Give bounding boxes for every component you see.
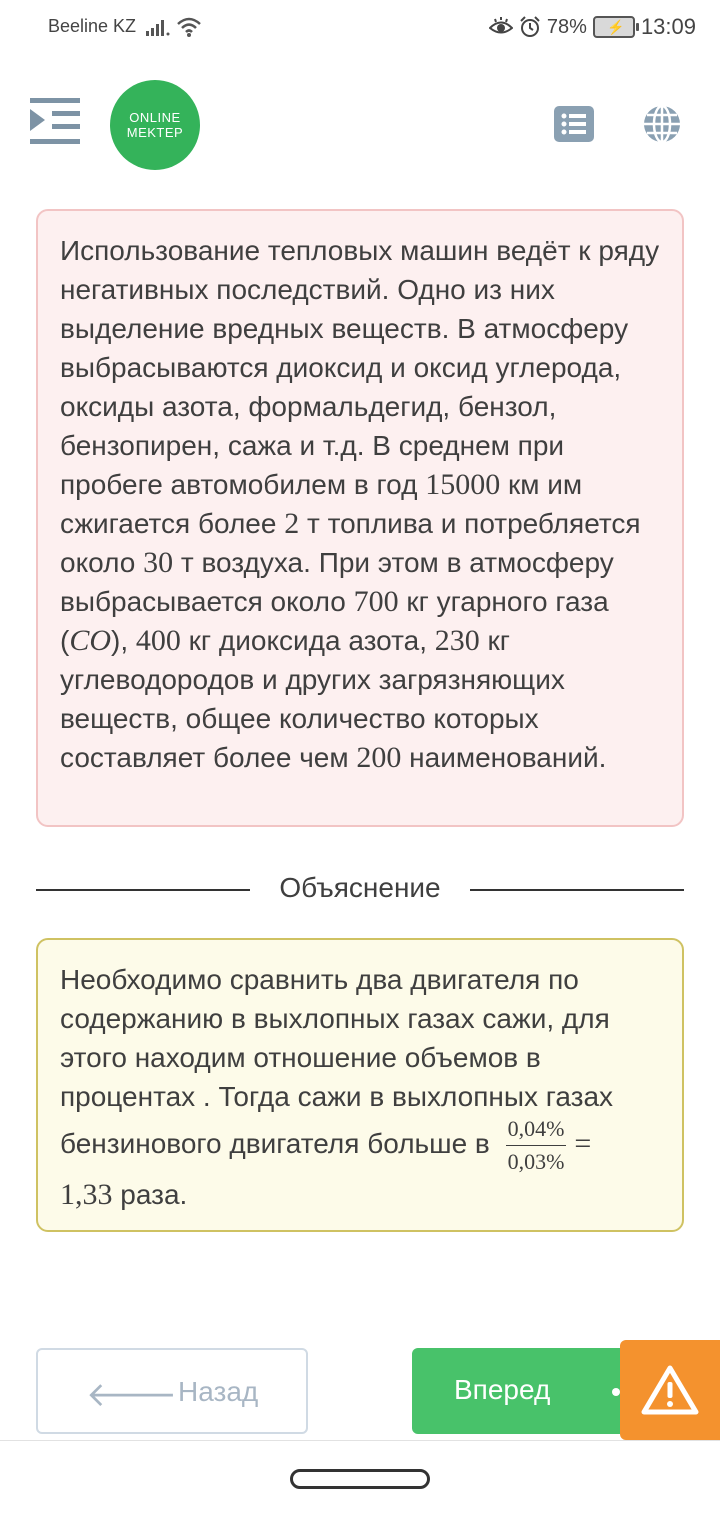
next-button[interactable] — [412, 1348, 652, 1434]
online-mektep-logo: ONLINE MEKTEP — [110, 80, 200, 170]
eye-comfort-icon — [489, 17, 513, 37]
report-problem-button[interactable] — [620, 1340, 720, 1440]
status-bar — [0, 0, 720, 56]
divider-label: Объяснение — [279, 872, 441, 903]
number: 230 — [434, 624, 480, 657]
warning-icon — [620, 1340, 720, 1440]
dot-icon — [612, 1388, 620, 1396]
globe-icon[interactable] — [642, 104, 682, 144]
divider-line — [470, 889, 684, 891]
fraction — [506, 1116, 567, 1175]
number: 400 — [135, 624, 181, 657]
formula-co: CO — [69, 624, 112, 657]
back-label: Назад — [178, 1376, 259, 1407]
fraction-numerator: 0,04% — [506, 1116, 567, 1146]
number: 15000 — [425, 468, 501, 501]
fraction-denominator: 0,03% — [507, 1149, 565, 1174]
status-right — [489, 14, 696, 40]
list-icon[interactable] — [554, 106, 594, 142]
bottom-separator — [0, 1440, 720, 1441]
equals-sign: = — [574, 1126, 592, 1160]
number: 700 — [353, 585, 399, 618]
number: 2 — [284, 507, 300, 540]
arrow-left-icon: 🡐 — [86, 1376, 178, 1414]
battery-icon: ⚡ — [593, 16, 635, 38]
battery-percent: 78% — [546, 15, 587, 38]
result-value: 1,33 — [60, 1178, 113, 1211]
task-text-card: Использование тепловых машин ведёт к ряду негативных последствий. Одно из них выделение вредных веществ. В атмосферу выбрасываются диоксид и оксид углерода, оксиды азота, формальдегид, бензол, бензопирен, сажа и т.д. В среднем при пробеге автомобилем в год 15000 км им сжигается более 2 т топлива и потребляется около 30 т воздуха. При этом в атмосферу выбрасывается около 700 кг угарного газа (CO), 400 кг диоксида азота, 230 кг углеводородов и других загрязняющих веществ, общее количество которых составляет более чем 200 наименований. — [36, 209, 684, 827]
menu-collapse-icon[interactable] — [30, 98, 82, 150]
number: 200 — [356, 741, 402, 774]
clock: 13:09 — [640, 14, 696, 39]
signal-icon — [146, 18, 170, 36]
next-label: Вперед — [454, 1374, 551, 1405]
explanation-divider — [36, 870, 684, 910]
wifi-icon — [176, 16, 202, 38]
explanation-card: Необходимо сравнить два двигателя по содержанию в выхлопных газах сажи, для этого находим отношение объемов в процентах . Тогда сажи в выхлопных газах бензинового двигателя больше в $\frac{0,04\%}{0,03\%}$ = 1,33 раза. — [36, 938, 684, 1232]
alarm-icon — [519, 16, 541, 38]
back-button[interactable] — [36, 1348, 308, 1434]
number: 30 — [143, 546, 174, 579]
carrier-name: Beeline KZ — [48, 16, 137, 36]
home-gesture-bar[interactable] — [290, 1469, 430, 1489]
